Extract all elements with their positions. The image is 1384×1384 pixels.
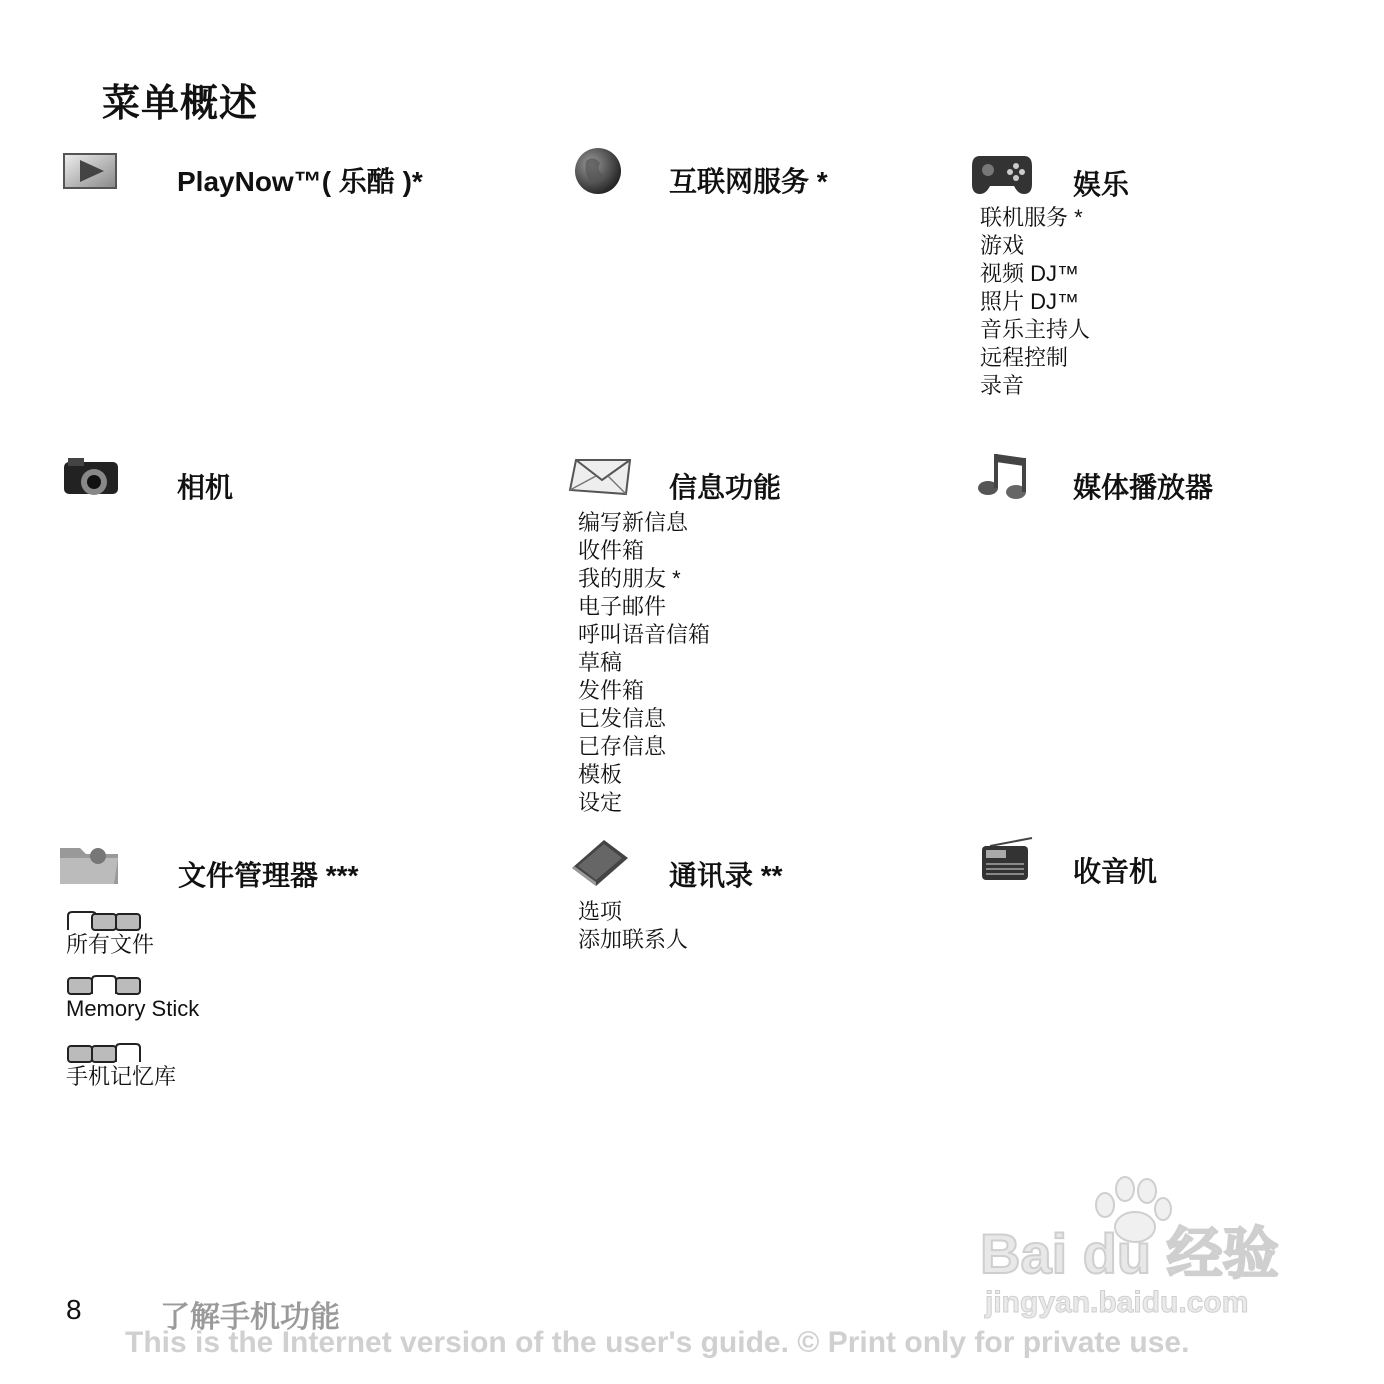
- menu-item-music-dj[interactable]: 音乐主持人: [980, 317, 1091, 342]
- menu-item-record-sound[interactable]: 录音: [980, 373, 1025, 398]
- page-title: 菜单概述: [102, 83, 259, 125]
- menu-item-sent[interactable]: 已发信息: [578, 706, 667, 731]
- menu-item-add-contact[interactable]: 添加联系人: [578, 927, 689, 952]
- music-note-icon: [976, 450, 1040, 502]
- menu-item-outbox[interactable]: 发件箱: [578, 678, 645, 703]
- folder-icon: [58, 840, 122, 892]
- menu-item-inbox[interactable]: 收件箱: [578, 538, 645, 563]
- menu-item-write-new[interactable]: 编写新信息: [578, 510, 689, 535]
- globe-icon: [572, 145, 636, 197]
- menu-item-options[interactable]: 选项: [578, 899, 623, 924]
- section-title: 收音机: [1073, 856, 1158, 887]
- menu-item-video-dj[interactable]: 视频 DJ™: [980, 261, 1080, 286]
- file-group-phone-memory[interactable]: [66, 1042, 176, 1090]
- menu-item-drafts[interactable]: 草稿: [578, 650, 623, 675]
- radio-icon: [980, 836, 1044, 888]
- play-icon: [60, 150, 124, 202]
- chapter-title: 了解手机功能: [160, 1301, 340, 1334]
- section-title: 娱乐: [1073, 169, 1130, 200]
- section-title: 相机: [177, 472, 234, 503]
- section-title: 通讯录 **: [669, 860, 783, 891]
- menu-item-photo-dj[interactable]: 照片 DJ™: [980, 289, 1080, 314]
- envelope-icon: [568, 456, 632, 508]
- file-group-label: 所有文件: [66, 932, 155, 957]
- file-group-label: 手机记忆库: [66, 1064, 177, 1089]
- menu-item-saved[interactable]: 已存信息: [578, 734, 667, 759]
- gamepad-icon: [970, 148, 1034, 200]
- tabs-second-icon: [66, 974, 146, 996]
- watermark-brand: Bai du 经验: [980, 1222, 1279, 1285]
- tabs-first-icon: [66, 910, 146, 932]
- book-icon: [570, 838, 634, 890]
- menu-item-call-voicemail[interactable]: 呼叫语音信箱: [578, 622, 711, 647]
- menu-item-remote-control[interactable]: 远程控制: [980, 345, 1069, 370]
- watermark-url: jingyan.baidu.com: [985, 1286, 1249, 1319]
- file-group-memory-stick[interactable]: [66, 974, 199, 1022]
- file-group-all[interactable]: [66, 910, 154, 958]
- messaging-menu-list: [578, 509, 710, 817]
- section-title: 信息功能: [669, 472, 782, 503]
- section-title: 互联网服务 *: [669, 166, 828, 197]
- camera-icon: [60, 454, 124, 506]
- section-title: PlayNow™( 乐酷 )*: [177, 166, 423, 197]
- menu-item-settings[interactable]: 设定: [578, 790, 623, 815]
- menu-item-games[interactable]: 游戏: [980, 233, 1025, 258]
- tabs-third-icon: [66, 1042, 146, 1064]
- menu-item-templates[interactable]: 模板: [578, 762, 623, 787]
- menu-item-email[interactable]: 电子邮件: [578, 594, 667, 619]
- section-title: 文件管理器 ***: [178, 860, 359, 891]
- file-group-label: Memory Stick: [66, 996, 200, 1021]
- copyright-note: This is the Internet version of the user's guide. © Print only for private use.: [125, 1326, 1190, 1359]
- page-number: 8: [66, 1294, 82, 1325]
- section-title: 媒体播放器: [1073, 472, 1214, 503]
- menu-item-my-friends[interactable]: 我的朋友 *: [578, 566, 681, 591]
- contacts-menu-list: [578, 898, 688, 954]
- menu-item-online-services[interactable]: 联机服务 *: [980, 205, 1083, 230]
- entertainment-menu-list: [980, 204, 1090, 400]
